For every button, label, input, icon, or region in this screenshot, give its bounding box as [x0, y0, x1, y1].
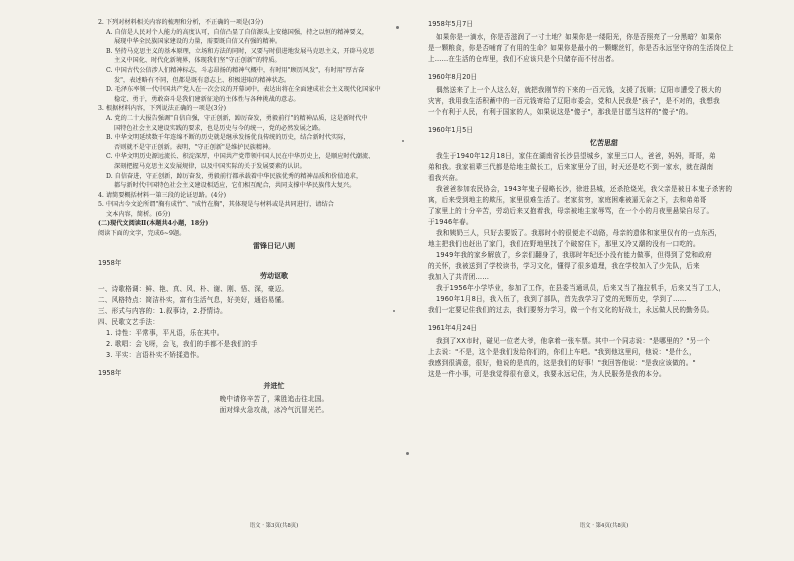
option-line: 国特色社会主义建设实践的要求，也是历史与今的统一，党的必然发展之路。	[114, 124, 325, 132]
diary-line: 上去说："不是，这个是我们发给你们的，你们上车吧。"我到他这里问，他说："是什么，	[428, 348, 696, 356]
option-line: D. 毛泽东率领一代中国共产党人在一次会议的开幕词中，表达出将在全面建成社会主义现代化国家中	[106, 86, 381, 94]
poem-line: 一、诗歌格调：鲜、艳、真、风、朴、谢、刚、悟、深，豪迈。	[98, 284, 289, 293]
article-title: 雷锋日记八则	[253, 241, 295, 250]
diary-line: 的关怀，我被送到了学校读书，学习文化，懂得了很多道理，我在学校加入了少先队，后来	[428, 262, 700, 270]
diary-line: 我们一定要记住我们的过去，我们要努力学习，做一个有文化的好战士，永远做人民的勤务员。	[428, 306, 714, 314]
diary-line: 我爸爸参加农民协会，1943年鬼子侵略长沙，徐进县城，还杀抢烧光，我父亲是被日本鬼子杀害的	[436, 185, 733, 193]
poem-title: 并进忙	[263, 381, 285, 390]
option-line: 否则就不是守正创新。表明，"守正创新"是维护民族精神。	[114, 143, 275, 151]
option-line: A. 党的二十大报告强调"自信自强，守正创新，踔厉奋发，勇毅前行"的精神品质，这是新时代中	[106, 114, 368, 122]
diary-line: 灾害，我用我生活积蓄中的一百元钱寄给了辽阳市委会，党和人民我是"孩子"，是不对的，我想我	[428, 97, 720, 105]
poem-line: 晚中请你辛苦了，乘胜追击往北国。	[219, 394, 329, 403]
option-line: 发"，表述略有不同，但都是既有意志上、积极进取的精神状态。	[114, 76, 291, 84]
diary-line: 弟和我。我家祖辈三代都是给地主做长工，后来家里分了田，时天还是吃不到一家水，就在湖南	[428, 163, 714, 171]
option-line: 主义中国化、时代化新境界，体现我们坚"守正创新"的特质。	[114, 57, 281, 65]
diary-date: 1958年5月7日	[428, 20, 473, 28]
binding-gutter	[384, 0, 420, 561]
diary-line: 于1946年春。	[428, 218, 473, 226]
right-page	[428, 18, 780, 533]
option-line: 深刻把握马克思主义发展规律，以及中国实际的关于发展要素的认识。	[114, 162, 306, 170]
diary-date: 1960年8月20日	[428, 73, 478, 81]
question5-stem: 5. 中国古今文论所谓"胸有成竹"、"成竹在胸"，其体现是与材料或是共同进行，请结合	[98, 201, 334, 209]
diary-line: 看我兴奋。	[428, 174, 462, 182]
question3-stem: 3. 根据材料内容，下列说法正确的一项是(3分)	[98, 105, 227, 113]
question4-stem: 4. 请简要概括材料一第三段的论证思路。(4分)	[98, 191, 227, 199]
diary-line: 偶然送来了上一个人这么好，就把我刚节约下来的一百元钱，支援了抚顺；辽阳市遭受了极大的	[436, 86, 722, 94]
diary-line: 我到了XX市时，碰见一位老大爷，他拿着一张车票。其中一个同志说："是哪里的？"另一个	[436, 337, 711, 345]
diary-line: 如果你是一滴水，你是否滋润了一寸土地？如果你是一缕阳光，你是否照亮了一分黑暗？如果你	[436, 33, 722, 41]
option-line: C. 中国古代公信涉人们精神标志，斗志昂扬的精神气概中，有时用"顾历风发"，有时用"厚古奋	[106, 66, 365, 74]
scan-speck	[396, 26, 399, 29]
poem-line: 二、风格特点：简洁朴实，富有生活气息，好美好，通俗易懂。	[98, 295, 289, 304]
section-heading: (二)现代文阅读Ⅱ(本题共4小题，18分)	[98, 220, 209, 228]
diary-line: 我加入了共青团……	[428, 273, 490, 281]
scan-speck	[406, 452, 409, 455]
poem-line: 1. 诗性：平常事，平凡语，乐在其中。	[106, 328, 224, 337]
option-line: 都与新时代中国特色社会主义建设相适应，它们相互配合，共同支撑中华民族伟大复兴。	[114, 182, 356, 190]
diary-line: 了家里上的十分辛苦，劳动后来又抱着我，母亲被地主家辱骂，在一个小的月夜里悬梁自尽了。	[428, 207, 714, 215]
option-line: B. 中华文明延续数千年连绵不断的历史就是继承发扬优良传统的历史，结合新时代实际，	[106, 134, 350, 142]
diary-line: 我于1956年小学毕业，参加了工作，在县委当通讯员，后来又当了拖拉机手，后来又当了工人，	[436, 284, 726, 292]
diary-line: 我和姨奶三人，只好去要饭了。我那时小的很便走不动路，母亲的遗体和家里仅有的一点东西，	[436, 229, 722, 237]
diary-line: 是一颗粮食，你是否哺育了有用的生命？如果你是最小的一颗螺丝钉，你是否永远坚守你的生活岗位上	[428, 44, 734, 52]
page-footer: 语文 · 第4页(共8页)	[579, 523, 629, 529]
section-instruction: 阅读下面的文字，完成6~9题。	[98, 230, 186, 238]
diary-year: 1958年	[98, 258, 122, 267]
poem-line: 三、形式与内容的：1.叙事诗，2.抒情诗。	[98, 306, 227, 315]
option-line: B. 坚持马克思主义的基本原理，立场和方法的同时，又要与时俱进地发展马克思主义，开辟马克思	[106, 47, 375, 55]
article2-title: 忆苦思甜	[590, 139, 618, 147]
question2-stem: 2. 下列对材料相关内容的梳理和分析，不正确的一项是(3分)	[98, 19, 264, 26]
diary-date: 1960年1月5日	[428, 126, 473, 134]
diary-line: 1960年1月8日，我入伍了，我到了部队，首先我学习了党的光辉历史，学到了……	[436, 295, 687, 303]
diary-line: 我感到很满意，很好，他说的是真的，这是我们的好事！"我回答他说："是我应该做的。"	[428, 359, 696, 367]
diary-date: 1961年4月24日	[428, 324, 478, 332]
page-footer: 语文 · 第3页(共8页)	[249, 523, 299, 529]
diary-line: 1949年我的家乡解放了，乡亲们翻身了，我那时年纪还小没有能力做事，但得到了党和政府	[436, 251, 712, 259]
option-line: D. 自信奋进，守正创新，踔厉奋发，勇毅前行都承载着中华民族优秀的精神品质和价值追求，	[106, 172, 363, 180]
diary-line: 我生于1940年12月18日，家住在湖南省长沙县望城乡，家里三口人，爸爸，妈妈，哥哥，弟	[436, 152, 716, 160]
diary-year: 1958年	[98, 368, 122, 377]
scan-speck	[402, 140, 404, 142]
poem-line: 面对烽火急攻战，冰冷气沉冒光芒。	[219, 405, 329, 414]
poem-line: 2. 歌唱：会飞呀，会飞，我们的手都不是我们的手	[106, 339, 258, 348]
poem-title: 劳动讴歌	[260, 271, 288, 280]
diary-line: 这是一件小事，可是我觉得很有意义，我要永远记住，为人民服务是我的本分。	[428, 370, 666, 378]
diary-line: 地主把我们也赶出了家门，我们在野地里找了个破窑住下，那里又冷又潮的没有一口吃的。	[428, 240, 700, 248]
scan-speck	[393, 310, 395, 312]
option-line: C. 中华文明历史源远流长、积淀深厚，中国共产党带领中国人民在中华历史上，是顺应时代潮流、	[106, 153, 375, 161]
diary-line: 寓，后来受到地主的欺压，家里很难生活了。老家贫穷，家庭困难被逼无奈之下，去和弟弟哥	[428, 196, 707, 204]
diary-line: 上……在生活的仓库里，我们不应该只是个只储存而不付出者。	[428, 55, 619, 63]
diary-line: 一个有利于人民，有利于国家的人，如果说这是"傻子"，那我是甘愿当这样的"傻子"的。	[428, 108, 693, 116]
question5-stem-cont: 文本内容，简析。(6分)	[106, 210, 171, 218]
option-line: A. 自信是人民对个人能力的高度认可，自信凸显了自信源头上安德国强，持之以恒的精神要义，	[106, 28, 369, 36]
article2-body	[428, 151, 780, 316]
poem-line: 3. 平实：言语朴实不矫揉造作。	[106, 350, 204, 359]
option-line: 展现中华全民族国家建设的力量，需要既自信又有强的精神。	[114, 38, 282, 46]
poem-line: 四、民歌文艺手法：	[98, 317, 160, 326]
option-line: 稳定、勇于，勇敢奋斗是我们建新征途的主体性与各种挑战的意志。	[114, 95, 300, 103]
